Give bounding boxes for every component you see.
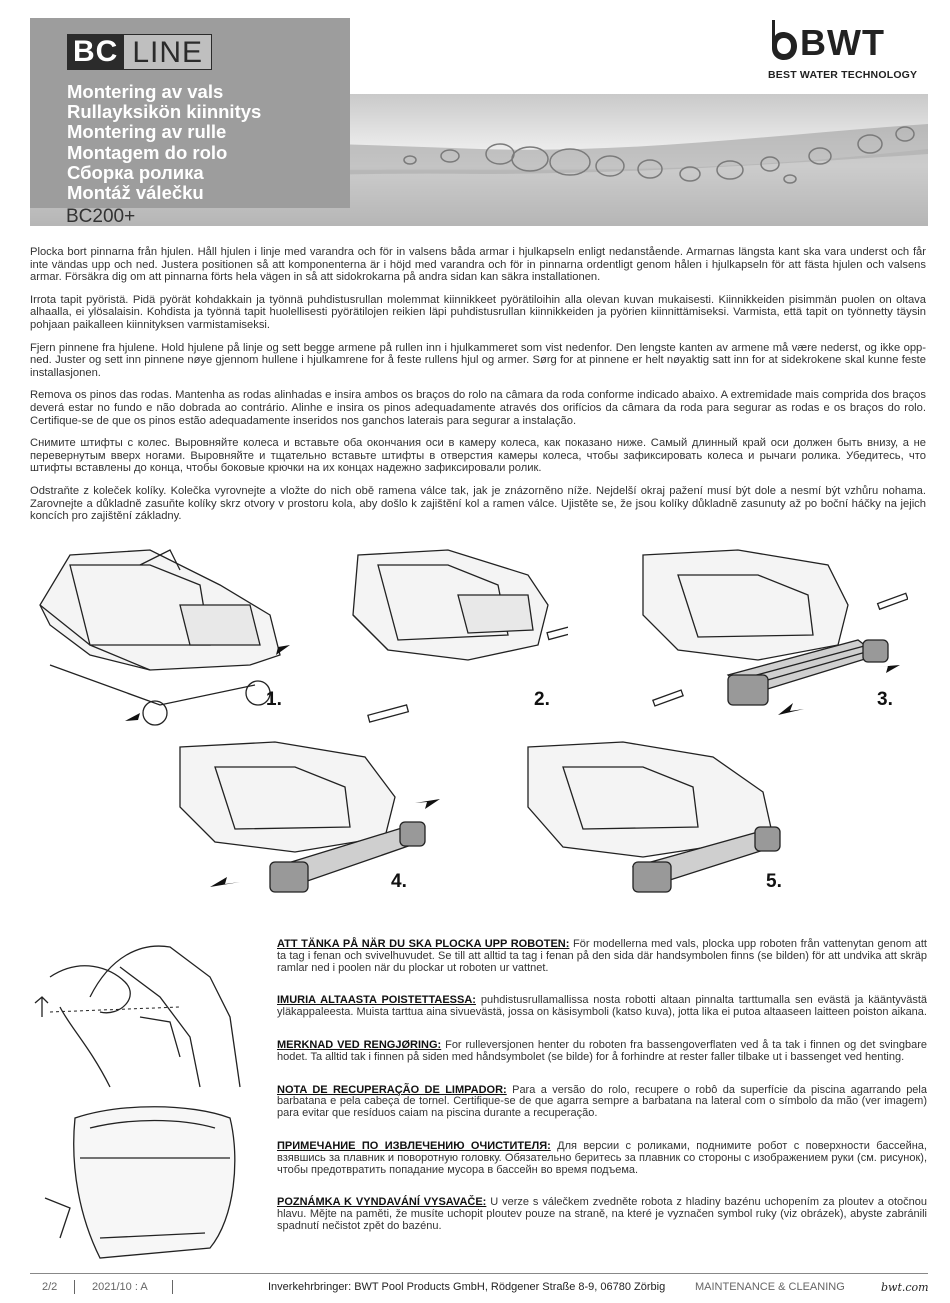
note-title: ATT TÄNKA PÅ NÄR DU SKA PLOCKA UPP ROBOTEN: xyxy=(277,938,570,950)
paragraph-russian: Снимите штифты с колес. Выровняйте колеса и вставьте оба окончания оси в камеру колеса, как показано ниже. Самый длинный край оси должен быть внизу, а не перевернутым вверх ногами. Выровняйте и тщательно вставьте штифты в отверстия камеры колеса, чтобы зафиксировать колеса и рычаги ролика. Убедитесь, что штифты вставлены до конца, чтобы боковые крючки на их концах надежно зафиксировали ролик. xyxy=(30,437,926,475)
footer-divider xyxy=(30,1273,928,1274)
title-czech: Montáž válečku xyxy=(67,182,204,204)
note-body: U verze s válečkem zvedněte robota z hladiny bazénu uchopením za ploutev a otočnou hlavu. Mějte na paměti, že musíte uchopit ploutev pouze na straně, na které je vyznačen symbol ruky (viz obrázek), abyste zabránili spadnutí nečistot zpět do bazénu. xyxy=(277,1196,927,1232)
title-portuguese: Montagem do rolo xyxy=(67,141,228,163)
instruction-text xyxy=(30,246,926,533)
paragraph-portuguese: Remova os pinos das rodas. Mantenha as rodas alinhadas e insira ambos os braços do rolo na câmara da roda conforme indicado abaixo. A extremidade mais comprida dos braços deverá estar no fundo e não dobrada ao contrário. Alinhe e insira os pinos adequadamente através dos orifícios da câmara da roda para segurar as rodas e os braços do rolo. Certifique-se de que os pinos estão adequadamente inseridos nos ganchos laterais para segurar a instalação. xyxy=(30,389,926,427)
note-title: NOTA DE RECUPERAÇÃO DE LIMPADOR: xyxy=(277,1083,507,1096)
note-norwegian xyxy=(277,1040,927,1064)
note-czech xyxy=(277,1197,927,1232)
title-russian: Сборка ролика xyxy=(67,161,204,183)
bwt-tagline: BEST WATER TECHNOLOGY xyxy=(768,69,918,81)
model-name: BC200+ xyxy=(66,206,136,227)
paragraph-norwegian: Fjern pinnene fra hjulene. Hold hjulene på linje og sett begge armene på rullen inn i hjulkammeret som vist nedenfor. Den lengste kanten av armene må være nederst, og ikke opp-ned. Juster og sett inn pinnene nøye gjennom hullene i hjulkamrene for å feste rullens hjul og armer. Sørg for at pinnene er helt nøyaktig satt inn for at sidekrokene skal kunne feste installasjonen. xyxy=(30,341,926,379)
section-label: MAINTENANCE & CLEANING xyxy=(695,1281,845,1293)
step-1-illustration xyxy=(30,545,300,735)
footer-separator xyxy=(74,1280,75,1294)
document-version: 2021/10 : A xyxy=(92,1281,148,1293)
website-link[interactable]: bwt.com xyxy=(881,1281,929,1294)
bwt-drop-icon xyxy=(766,18,800,62)
note-body: For rulleversjonen henter du roboten fra bassengoverflaten ved å ta tak i finnen og det svingbare hodet. Ta alltid tak i finnen på siden med håndsymbolet (se bilde) for å forhindre at rester faller tilbake ut i bassenget ved henting. xyxy=(277,1038,927,1063)
logo-line: LINE xyxy=(124,34,212,70)
step-2-number: 2. xyxy=(534,689,550,710)
imprint: Inverkehrbringer: BWT Pool Products GmbH, Rödgener Straße 8-9, 06780 Zörbig xyxy=(268,1281,666,1293)
note-body: Para a versão do rolo, recupere o robô da superfície da piscina agarrando pela barbatana e pela cabeça de tornel. Certifique-se de que agarra sempre a barbatana na lateral com o símbolo da mão (ver imagem) para evitar que resíduos caiam na piscina durante a recuperação. xyxy=(277,1083,927,1120)
step-4-number: 4. xyxy=(391,871,407,892)
note-title: IMURIA ALTAASTA POISTETTAESSA: xyxy=(277,994,476,1007)
robot-fin-illustration xyxy=(30,1098,264,1268)
logo-bc: BC xyxy=(67,34,124,70)
note-body: För modellerna med vals, plocka upp roboten från vattenytan genom att ta tag i fenan och svivelhuvudet. Se till att alltid ta tag i fenan på den sida där handsymbolen finns (se bilden) för att undvika att skräp ramlar ned i poolen när du plockar ut roboten ur vattnet. xyxy=(277,938,927,974)
title-norwegian: Montering av rulle xyxy=(67,121,227,143)
pickup-hand-illustration xyxy=(30,937,264,1093)
paragraph-finnish: Irrota tapit pyöristä. Pidä pyörät kohdakkain ja työnnä puhdistusrullan molemmat kiinnikkeet pyörätiloihin alla olevan kuvan mukaisesti. Kiinnikkeiden pisimmän puolen on oltava alhaalla, ei ylösalaisin. Kohdista ja työnnä tapit huolellisesti pyörätilojen reikien läpi puhdistusrullan kiinnikkeiden ja pyörien kiinnittämiseksi. Varmista, että tapit on työnnetty täysin pohjaan paikalleen kiinnityksen varmistamiseksi. xyxy=(30,293,926,331)
note-swedish xyxy=(277,939,927,974)
page-number: 2/2 xyxy=(42,1281,58,1293)
step-1-number: 1. xyxy=(266,689,282,710)
step-3-number: 3. xyxy=(877,689,893,710)
step-5-number: 5. xyxy=(766,871,782,892)
note-russian xyxy=(277,1141,927,1176)
paragraph-czech: Odstraňte z koleček kolíky. Kolečka vyrovnejte a vložte do nich obě ramena válce tak, jak je znázorněno níže. Nejdelší okraj pažení musí být dole a nesmí být vzhůru nohama. Zarovnejte a důkladně zasuňte kolíky skrz otvory v prostoru kola, aby došlo k zajištění kol a ramen válce. Ujistěte se, že jsou kolíky důkladně zasunuty až po boční háčky na jejich koncích pro zajištění základny. xyxy=(30,484,926,523)
bwt-brand: BWT xyxy=(800,22,885,63)
note-title: ПРИМЕЧАНИЕ ПО ИЗВЛЕЧЕНИЮ ОЧИСТИТЕЛЯ: xyxy=(277,1139,551,1152)
note-body: puhdistusrullamallissa nosta robotti altaan pinnalta tarttumalla sen evästä ja kääntyvästä yläkappaleesta. Muista tarttua aina sivuevästä, jossa on käsisymboli (katso kuva), jotta lika ei putoa altaaseen laitteen poiston aikana. xyxy=(277,994,927,1019)
note-title: POZNÁMKA K VYNDAVÁNÍ VYSAVAČE: xyxy=(277,1196,487,1209)
paragraph-swedish: Plocka bort pinnarna från hjulen. Håll hjulen i linje med varandra och för in valsens båda armar i hjulkapseln enligt nedanstående. Armarnas längsta kant ska vara underst och får inte vändas upp och ned. Justera positionen så att komponenterna är i höjd med varandra och för in pinnarna ordentligt genom hålen i hjulkapseln för att fästa hjulen och valsens armar. Försäkra dig om att pinnarna förts hela vägen in så att sidokrokarna på andra sidan kan säkra installationen. xyxy=(30,246,926,284)
note-body: Для версии с роликами, поднимите робот с поверхности бассейна, взявшись за плавник и поворотную головку. Обязательно беритесь за плавник со стороны с изображением руки (см. рисунок), чтобы предотвратить попадание мусора в бассейн во время подъема. xyxy=(277,1139,927,1176)
step-5-illustration xyxy=(523,737,793,897)
footer-separator xyxy=(172,1280,173,1294)
title-list xyxy=(67,82,261,203)
bc-line-logo xyxy=(67,34,212,70)
step-3-illustration xyxy=(638,545,908,735)
note-title: MERKNAD VED RENGJØRING: xyxy=(277,1038,442,1051)
pickup-notes xyxy=(277,939,927,1254)
title-finnish: Rullayksikön kiinnitys xyxy=(67,101,262,123)
note-portuguese xyxy=(277,1085,927,1120)
title-swedish: Montering av vals xyxy=(67,81,224,102)
note-finnish xyxy=(277,995,927,1019)
